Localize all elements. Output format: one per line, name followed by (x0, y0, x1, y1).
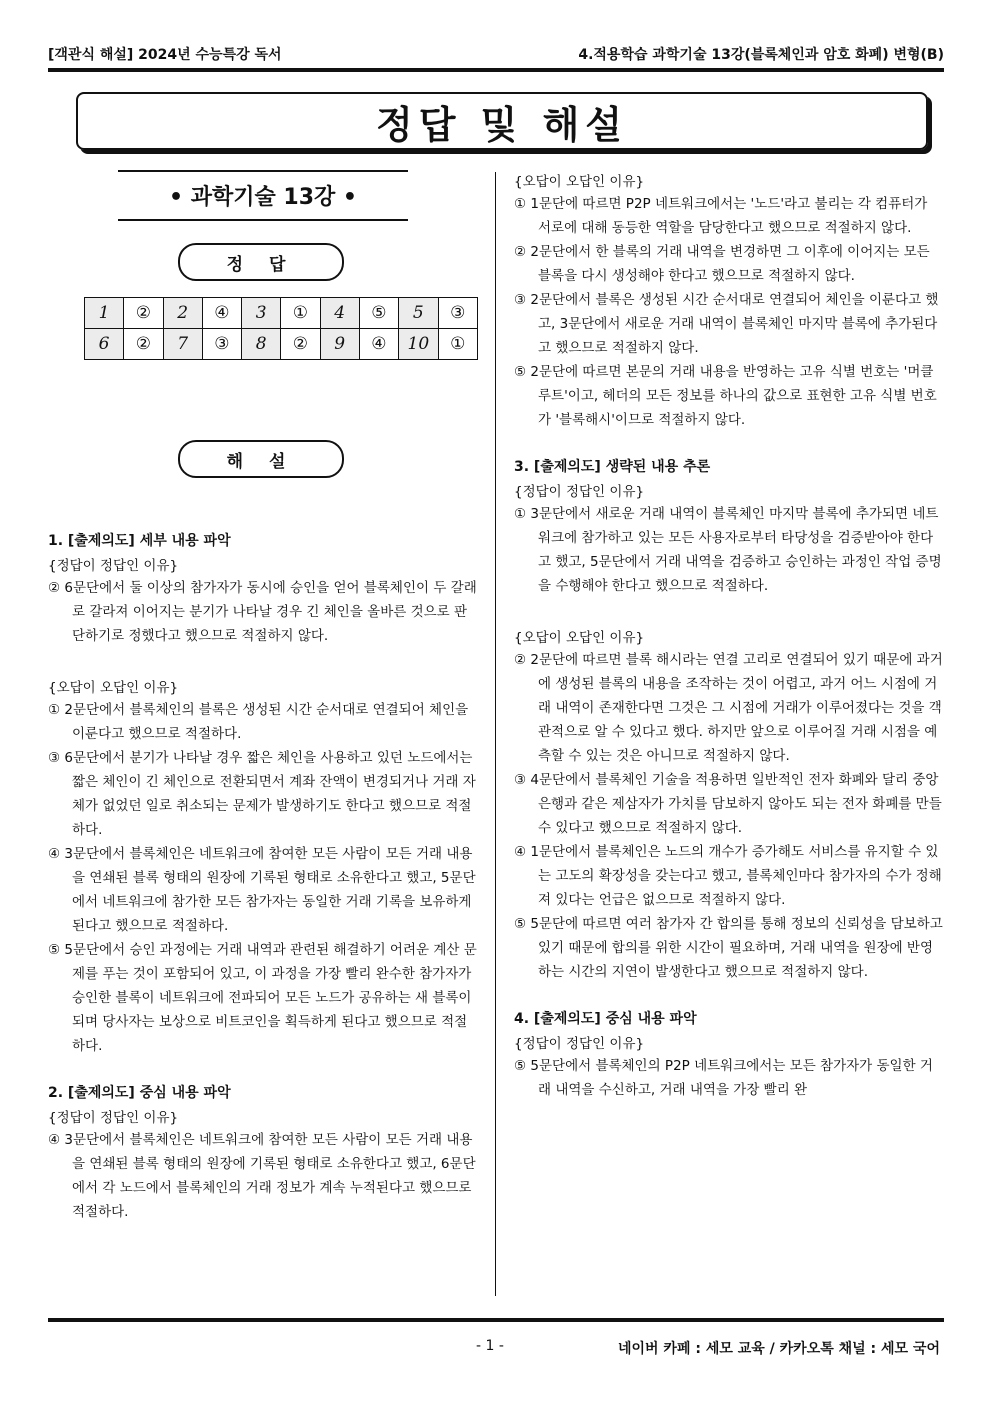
question-number: 10 (399, 329, 439, 360)
answer-row-2 (85, 329, 478, 360)
question-number: 5 (399, 298, 439, 329)
q3-correct-explanation: ① 3문단에서 새로운 거래 내역이 블록체인 마지막 블록에 추가되면 네트워크에 참가하고 있는 모든 사용자로부터 타당성을 검증받아야 한다고 했고, 5문단에서 거래 내역을 검증하고 승인하는 과정인 작업 증명을 수행해야 한다고 했으므로 적절하다. (514, 506, 942, 594)
question-number: 9 (320, 329, 359, 360)
q4-correct-explanation: ⑤ 5문단에서 블록체인의 P2P 네트워크에서는 모든 참가자가 동일한 거래 내역을 수신하고, 거래 내역을 가장 빨리 완 (514, 1058, 933, 1098)
answer-value: ④ (202, 298, 241, 329)
q2-wrong-explanation: ⑤ 2문단에 따르면 본문의 거래 내용을 반영하는 고유 식별 번호는 '머클루트'이고, 헤더의 모든 정보를 하나의 값으로 표현한 고유 식별 번호가 '블록해시'이므로 적절하지 않다. (514, 364, 937, 428)
q3-correct-label: {정답이 정답인 이유} (514, 484, 645, 500)
q3-heading: 3. [출제의도] 생략된 내용 추론 (514, 459, 711, 475)
answer-value: ② (281, 329, 320, 360)
answer-value: ④ (359, 329, 398, 360)
q3-wrong-explanation: ⑤ 5문단에 따르면 여러 참가자 간 합의를 통해 정보의 신뢰성을 담보하고 있기 때문에 합의를 위한 시간이 필요하며, 거래 내역을 원장에 반영하는 시간의 지연이 발생한다고 했으므로 적절하지 않다. (514, 916, 943, 980)
answer-value: ② (124, 298, 163, 329)
answer-value: ⑤ (359, 298, 398, 329)
question-number: 3 (242, 298, 281, 329)
q3-wrong-explanation: ② 2문단에 따르면 블록 해시라는 연결 고리로 연결되어 있기 때문에 과거에 생성된 블록의 내용을 조작하는 것이 어렵고, 과거 어느 시점에 거래 내역이 존재한다면 그것은 그 시점에 거래가 이루어졌다는 것을 객관적으로 알 수 있다고 했다. 하지만 앞으로 이루어질 거래 시점을 예측할 수 있는 것은 아니므로 적절하지 않다. (514, 652, 943, 764)
answer-value: ③ (438, 298, 477, 329)
q2-wrong-label: {오답이 오답인 이유} (514, 174, 645, 190)
page-title: 정답 및 해설 (76, 92, 928, 150)
q2-wrong-explanation: ③ 2문단에서 블록은 생성된 시간 순서대로 연결되어 체인을 이룬다고 했고, 3문단에서 새로운 거래 내역이 블록체인 마지막 블록에 추가된다고 했으므로 적절하지 않다. (514, 292, 939, 356)
q2-wrong-explanation: ② 2문단에서 한 블록의 거래 내역을 변경하면 그 이후에 이어지는 모든 블록을 다시 생성해야 한다고 했으므로 적절하지 않다. (514, 244, 930, 284)
question-number: 6 (85, 329, 124, 360)
answer-label: 정 답 (178, 243, 344, 281)
q2-correct-explanation: ④ 3문단에서 블록체인은 네트워크에 참여한 모든 사람이 모든 거래 내용을 연쇄된 블록 형태의 원장에 기록된 형태로 소유한다고 했고, 6문단에서 각 노드에서 블록체인의 거래 정보가 계속 누적된다고 했으므로 적절하다. (48, 1132, 476, 1220)
answer-value: ③ (202, 329, 241, 360)
answer-table (84, 297, 478, 360)
answer-value: ① (438, 329, 477, 360)
q1-wrong-explanation: ⑤ 5문단에서 승인 과정에는 거래 내역과 관련된 해결하기 어려운 계산 문제를 푸는 것이 포함되어 있고, 이 과정을 가장 빨리 완수한 참가자가 승인한 블록이 네트워크에 전파되어 모든 노드가 공유하는 새 블록이 되며 당사자는 보상으로 비트코인을 획득하게 된다고 했으므로 적절하다. (48, 942, 477, 1054)
q2-correct-label: {정답이 정답인 이유} (48, 1110, 179, 1126)
footer-credit: 네이버 카페 : 세모 교육 / 카카오톡 채널 : 세모 국어 (617, 1341, 940, 1357)
q2-wrong-explanation: ① 1문단에 따르면 P2P 네트워크에서는 '노드'라고 불리는 각 컴퓨터가 서로에 대해 동등한 역할을 담당한다고 했으므로 적절하지 않다. (514, 196, 928, 236)
header-left: [객관식 해설] 2024년 수능특강 독서 (48, 47, 282, 63)
q4-heading: 4. [출제의도] 중심 내용 파악 (514, 1011, 697, 1027)
question-number: 7 (163, 329, 202, 360)
left-column (48, 170, 478, 1224)
q3-wrong-explanation: ③ 4문단에서 블록체인 기술을 적용하면 일반적인 전자 화폐와 달리 중앙은행과 같은 제삼자가 가치를 담보하지 않아도 되는 전자 화폐를 만들 수 있다고 했으므로 적절하지 않다. (514, 772, 942, 836)
question-number: 2 (163, 298, 202, 329)
q1-wrong-explanation: ① 2문단에서 블록체인의 블록은 생성된 시간 순서대로 연결되어 체인을 이룬다고 했으므로 적절하다. (48, 702, 469, 742)
q2-heading: 2. [출제의도] 중심 내용 파악 (48, 1085, 231, 1101)
header-right: 4.적용학습 과학기술 13강(블록체인과 암호 화폐) 변형(B) (578, 47, 944, 63)
page-number: - 1 - (476, 1338, 504, 1354)
question-number: 8 (242, 329, 281, 360)
q1-wrong-label: {오답이 오답인 이유} (48, 680, 179, 696)
header-rule (48, 68, 944, 72)
q1-correct-explanation: ② 6문단에서 둘 이상의 참가자가 동시에 승인을 얻어 블록체인이 두 갈래로 갈라져 이어지는 분기가 나타날 경우 긴 체인을 올바른 것으로 판단하기로 정했다고 했으므로 적절하지 않다. (48, 580, 477, 644)
footer-rule (48, 1318, 944, 1322)
q4-correct-label: {정답이 정답인 이유} (514, 1036, 645, 1052)
q1-wrong-explanation: ④ 3문단에서 블록체인은 네트워크에 참여한 모든 사람이 모든 거래 내용을 연쇄된 블록 형태의 원장에 기록된 형태로 소유한다고 했고, 5문단에서 네트워크에 참가한 모든 참가자는 동일한 거래 기록을 보유하게 된다고 했으므로 적절하다. (48, 846, 476, 934)
answer-value: ② (124, 329, 163, 360)
right-column (514, 170, 944, 1102)
q1-wrong-explanation: ③ 6문단에서 분기가 나타날 경우 짧은 체인을 사용하고 있던 노드에서는 짧은 체인이 긴 체인으로 전환되면서 계좌 잔액이 변경되거나 거래 자체가 없었던 일로 취소되는 문제가 발생하기도 한다고 했으므로 적절하다. (48, 750, 476, 838)
explanation-label: 해 설 (178, 440, 344, 478)
subject-title: • 과학기술 13강 • (118, 170, 408, 221)
question-number: 1 (85, 298, 124, 329)
q3-wrong-label: {오답이 오답인 이유} (514, 630, 645, 646)
q3-wrong-explanation: ④ 1문단에서 블록체인은 노드의 개수가 증가해도 서비스를 유지할 수 있는 고도의 확장성을 갖는다고 했고, 블록체인마다 참가자의 수가 정해져 있다는 언급은 없으므로 적절하지 않다. (514, 844, 942, 908)
question-number: 4 (320, 298, 359, 329)
answer-row-1 (85, 298, 478, 329)
q1-correct-label: {정답이 정답인 이유} (48, 558, 179, 574)
column-divider (495, 172, 496, 1296)
answer-value: ① (281, 298, 320, 329)
q1-heading: 1. [출제의도] 세부 내용 파악 (48, 533, 231, 549)
